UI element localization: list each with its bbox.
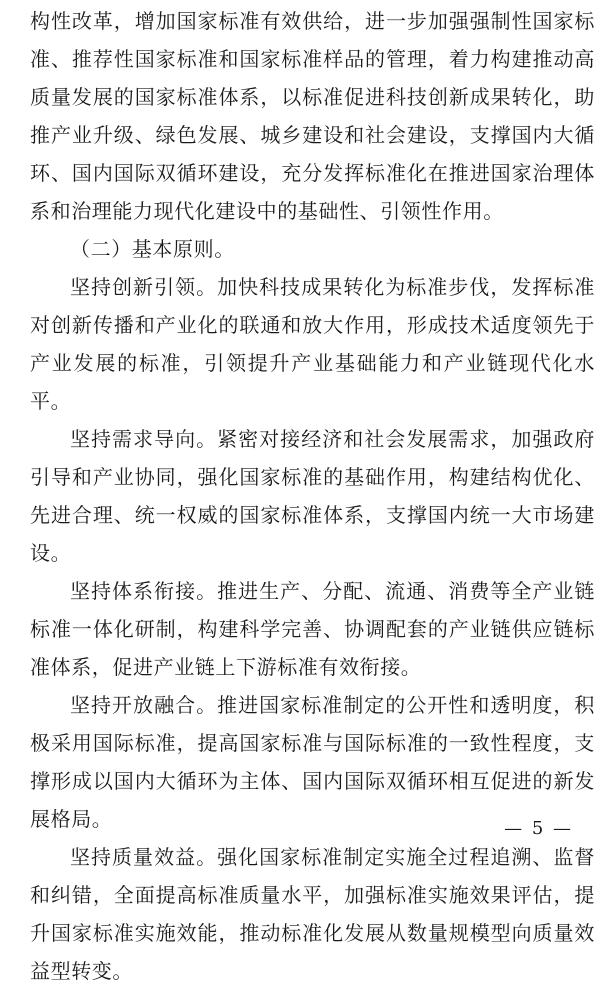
principle-paragraph (30, 420, 595, 572)
principle-lead: 坚持开放融合。 (70, 693, 218, 717)
principle-text: 强化国家标准制定实施全过程追溯、监督和纠错，全面提高标准质量水平，加强标准实施效果评估，提升国家标准实施效能，推动标准化发展从数量规模型向质量效益型转变。 (30, 845, 595, 983)
principle-lead: 坚持需求导向。 (70, 427, 218, 451)
principle-text: 推进生产、分配、流通、消费等全产业链标准一体化研制，构建科学完善、协调配套的产业链供应链标准体系，促进产业链上下游标准有效衔接。 (30, 579, 595, 679)
principle-paragraph (30, 572, 595, 686)
section-heading: （二）基本原则。 (70, 237, 235, 261)
principle-lead: 坚持质量效益。 (70, 845, 218, 869)
principle-paragraph (30, 686, 595, 838)
intro-paragraph: 构性改革，增加国家标准有效供给，进一步加强强制性国家标准、推荐性国家标准和国家标准样品的管理，着力构建推动高质量发展的国家标准体系，以标准促进科技创新成果转化，助推产业升级、绿色发展、城乡建设和社会建设，支撑国内大循环、国内国际双循环建设，充分发挥标准化在推进国家治理体系和治理能力现代化建设中的基础性、引领性作用。 (30, 9, 595, 223)
principle-text: 紧密对接经济和社会发展需求，加强政府引导和产业协同，强化国家标准的基础作用，构建结构优化、先进合理、统一权威的国家标准体系，支撑国内统一大市场建设。 (30, 427, 595, 565)
principle-text: 推进国家标准制定的公开性和透明度，积极采用国际标准，提高国家标准与国际标准的一致性程度，支撑形成以国内大循环为主体、国内国际双循环相互促进的新发展格局。 (30, 693, 595, 831)
principle-paragraph (30, 838, 595, 990)
principle-lead: 坚持体系衔接。 (70, 579, 218, 603)
page-number: — 5 — (504, 818, 573, 839)
principle-lead: 坚持创新引领。 (70, 275, 218, 299)
document-page (30, 2, 595, 990)
principle-text: 加快科技成果转化为标准步伐，发挥标准对创新传播和产业化的联通和放大作用，形成技术适度领先于产业发展的标准，引领提升产业基础能力和产业链现代化水平。 (30, 275, 595, 413)
principle-paragraph (30, 268, 595, 420)
